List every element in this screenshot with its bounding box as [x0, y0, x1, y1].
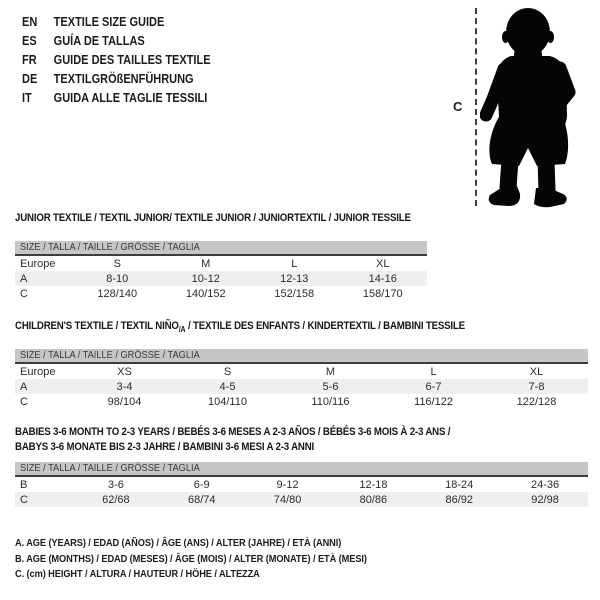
size-cell: 98/104 — [107, 395, 142, 408]
row-label: C — [20, 287, 28, 300]
size-cell: 5-6 — [322, 380, 339, 393]
table-row — [15, 256, 427, 271]
language-code: DE — [22, 72, 38, 86]
table-row — [15, 492, 588, 507]
language-title: GUIDA ALLE TAGLIE TESSILI — [53, 91, 208, 105]
size-cell: 6-7 — [425, 380, 442, 393]
size-cell: 158/170 — [362, 287, 403, 300]
language-code: IT — [22, 91, 32, 105]
size-cell: 128/140 — [97, 287, 138, 300]
size-cell: 152/158 — [274, 287, 315, 300]
height-measure-label: C — [453, 99, 463, 114]
size-cell: 12-18 — [359, 478, 388, 491]
size-cell: 140/152 — [185, 287, 226, 300]
size-cell: 3-4 — [116, 380, 133, 393]
junior-size-table — [15, 256, 427, 301]
size-cell: XL — [376, 257, 390, 270]
language-row-es — [22, 32, 211, 51]
junior-table-caption: JUNIOR TEXTILE / TEXTIL JUNIOR/ TEXTILE JUNIOR / JUNIORTEXTIL / JUNIOR TESSILE — [15, 212, 411, 224]
children-size-table — [15, 364, 588, 409]
size-cell: S — [113, 257, 121, 270]
size-cell: 6-9 — [193, 478, 210, 491]
size-cell: M — [201, 257, 211, 270]
table-row — [15, 286, 427, 301]
row-label: Europe — [20, 365, 56, 378]
junior-size-header: SIZE / TALLA / TAILLE / GRÖSSE / TAGLIA — [15, 241, 427, 256]
children-textile-section — [15, 320, 588, 409]
size-cell: L — [430, 365, 437, 378]
table-row — [15, 271, 427, 286]
size-cell: S — [223, 365, 232, 378]
size-cell: XS — [117, 365, 132, 378]
language-title: GUIDE DES TAILLES TEXTILE — [53, 53, 211, 67]
language-list — [22, 13, 236, 108]
language-code: ES — [22, 34, 37, 48]
language-title: TEXTILGRÖßENFÜHRUNG — [53, 72, 194, 86]
row-label: A — [20, 380, 28, 393]
size-cell: 10-12 — [191, 272, 220, 285]
size-cell: 4-5 — [219, 380, 236, 393]
size-cell: 110/116 — [311, 395, 350, 408]
babies-size-header: SIZE / TALLA / TAILLE / GRÖSSE / TAGLIA — [15, 462, 588, 477]
row-label: Europe — [20, 257, 56, 270]
footnote-a: A. AGE (YEARS) / EDAD (AÑOS) / ÂGE (ANS) / ALTER (JAHRE) / ETÀ (ANNI) — [15, 537, 342, 549]
size-cell: 122/128 — [516, 395, 557, 408]
language-code: EN — [22, 15, 38, 29]
size-cell: 14-16 — [368, 272, 397, 285]
size-cell: 24-36 — [531, 478, 560, 491]
row-label: A — [20, 272, 28, 285]
size-cell: XL — [529, 365, 544, 378]
size-cell: 86/92 — [445, 493, 473, 506]
row-label: B — [20, 478, 28, 491]
language-row-en — [22, 13, 211, 32]
footnotes — [15, 536, 415, 583]
size-cell: 68/74 — [187, 493, 216, 506]
table-row — [15, 477, 588, 492]
babies-size-table — [15, 477, 588, 507]
size-cell: 92/98 — [531, 493, 559, 506]
size-cell: 62/68 — [102, 493, 130, 506]
language-row-de — [22, 70, 211, 89]
size-cell: 9-12 — [276, 478, 299, 491]
children-size-header: SIZE / TALLA / TAILLE / GRÖSSE / TAGLIA — [15, 349, 588, 364]
footnote-b: B. AGE (MONTHS) / EDAD (MESES) / ÂGE (MOIS) / ALTER (MONATE) / ETÀ (MESI) — [15, 552, 367, 565]
baby-silhouette-icon — [480, 5, 600, 210]
babies-table-caption: BABIES 3-6 MONTH TO 2-3 YEARS / BEBÉS 3-6 MESES A 2-3 AÑOS / BÉBÉS 3-6 MOIS À 2-3 ANS / BABYS 3-6 MONATE BIS 2-3 JAHRE / BAMBINI 3-6 MESI A 2-3 ANNI — [15, 426, 451, 453]
junior-textile-section — [15, 212, 427, 301]
baby-figure — [445, 0, 600, 215]
children-table-caption: CHILDREN'S TEXTILE / TEXTIL $NIÑO_{/A}$ / TEXTILE DES ENFANTS / KINDERTEXTIL / BAMBINI TESSILE — [15, 320, 465, 335]
table-row — [15, 379, 588, 394]
size-cell: 12-13 — [280, 272, 309, 285]
language-code: FR — [22, 53, 37, 67]
size-cell: 7-8 — [528, 380, 545, 393]
footnote-c: C. (cm) HEIGHT / ALTURA / HAUTEUR / HÖHE / ALTEZZA — [15, 568, 260, 580]
language-title: TEXTILE SIZE GUIDE — [53, 15, 165, 29]
size-cell: 3-6 — [107, 478, 124, 491]
row-label: C — [20, 493, 28, 506]
row-label: C — [20, 395, 28, 408]
size-cell: 74/80 — [273, 493, 302, 506]
size-cell: 116/122 — [414, 395, 453, 408]
babies-textile-section — [15, 425, 588, 507]
size-cell: L — [291, 257, 298, 270]
size-cell: M — [325, 365, 336, 378]
table-row — [15, 394, 588, 409]
language-row-it — [22, 89, 211, 108]
size-cell: 104/110 — [208, 395, 247, 408]
size-cell: 18-24 — [445, 478, 474, 491]
height-dashed-line — [475, 8, 477, 206]
size-cell: 8-10 — [106, 272, 129, 285]
size-cell: 80/86 — [359, 493, 388, 506]
table-row — [15, 364, 588, 379]
language-title: GUÍA DE TALLAS — [53, 34, 145, 48]
language-row-fr — [22, 51, 211, 70]
